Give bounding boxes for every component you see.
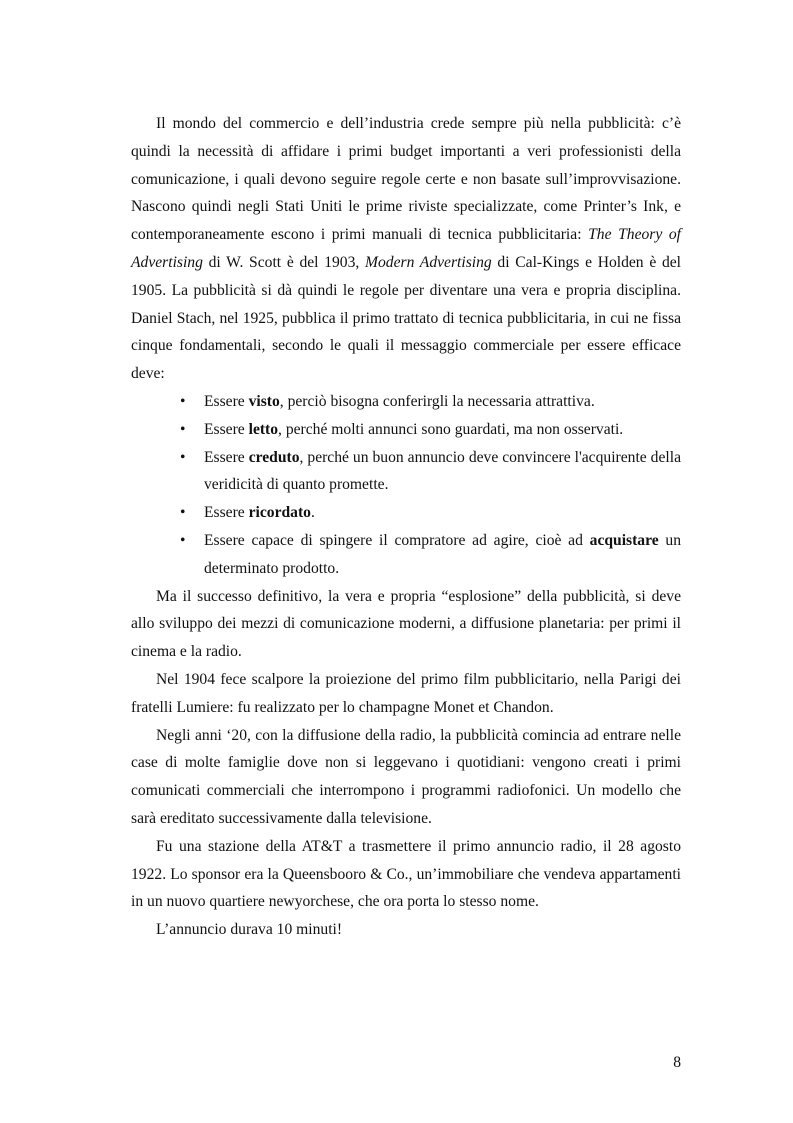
list-item: [131, 527, 681, 583]
bullet-icon: •: [180, 504, 186, 522]
paragraph-5: Fu una stazione della AT&T a trasmettere il primo annuncio radio, il 28 agosto 1922. Lo sponsor era la Queensbooro & Co., un’immobiliare che vendeva appartamenti in un nuovo quartiere newyorchese, che ora porta lo stesso nome.: [131, 837, 681, 911]
list-item-text: Essere: [204, 392, 249, 410]
book-title-theory-of-advertising: The Theory of Advertising: [131, 226, 681, 271]
paragraph-4: Negli anni ‘20, con la diffusione della radio, la pubblicità comincia ad entrare nelle case di molte famiglie dove non si leggevano i quotidiani: vengono creati i primi comunicati commerciali che interrompono i programmi radiofonici. Un modello che sarà ereditato successivamente dalla televisione.: [131, 726, 681, 827]
list-item-keyword: creduto: [248, 448, 300, 466]
paragraph-3: Nel 1904 fece scalpore la proiezione del primo film pubblicitario, nella Parigi dei fratelli Lumiere: fu realizzato per lo champagne Monet et Chandon.: [131, 670, 681, 716]
document-body: [131, 110, 681, 944]
paragraph-6: L’annuncio durava 10 minuti!: [156, 921, 343, 939]
bullet-icon: •: [180, 392, 186, 410]
list-item: [131, 499, 681, 527]
list-item-keyword: ricordato: [248, 504, 311, 522]
list-item: [131, 444, 681, 500]
list-item-text: Essere: [204, 504, 249, 522]
paragraph-1-text-e: di Cal-Kings e Holden è del 1905. La pubblicità si dà quindi le regole per diventare una vera e propria disciplina. Daniel Stach, nel 1925, pubblica il primo trattato di tecnica pubblicitaria, in cui ne fissa cinque fondamentali, secondo le quali il messaggio commerciale per essere efficace deve:: [131, 253, 681, 383]
list-item-text: , perché un buon annuncio deve convincere l'acquirente della veridicità di quanto promette.: [204, 448, 681, 494]
list-item-text: , perché molti annunci sono guardati, ma non osservati.: [278, 420, 624, 438]
list-item: [131, 416, 681, 444]
paragraph-2: Ma il successo definitivo, la vera e propria “esplosione” della pubblicità, si deve allo sviluppo dei mezzi di comunicazione moderni, a diffusione planetaria: per primi il cinema e la radio.: [131, 587, 681, 661]
principles-list: [131, 388, 681, 583]
list-item-text: Essere: [204, 420, 249, 438]
bullet-icon: •: [180, 420, 186, 438]
paragraph-1-text-a: Il mondo del commercio e dell’industria crede sempre più nella pubblicità: c’è quindi la necessità di affidare i primi budget importanti a veri professionisti della comunicazione, i quali devono seguire regole certe e non basate sull’improvvisazione. Nascono quindi negli Stati Uniti le prime riviste specializzate, come Printer’s Ink, e contemporaneamente escono i primi manuali di tecnica pubblicitaria:: [131, 115, 681, 244]
paragraph-1-text-c: di W. Scott è del 1903,: [202, 253, 366, 271]
list-item-text: un determinato prodotto.: [204, 531, 681, 577]
list-item-text: Essere: [204, 448, 249, 466]
list-item-keyword: letto: [248, 420, 279, 438]
list-item-text: Essere capace di spingere il compratore ad agire, cioè ad: [204, 531, 590, 549]
list-item-text: .: [310, 504, 315, 522]
page-number: 8: [673, 1054, 681, 1071]
list-item-keyword: visto: [248, 392, 280, 410]
bullet-icon: •: [180, 448, 186, 466]
book-title-modern-advertising: Modern Advertising: [365, 253, 492, 271]
list-item-keyword: acquistare: [589, 531, 659, 549]
paragraph-1: [131, 110, 681, 388]
list-item-text: , perciò bisogna conferirgli la necessaria attrattiva.: [279, 392, 595, 410]
list-item: [131, 388, 681, 416]
bullet-icon: •: [180, 531, 186, 549]
